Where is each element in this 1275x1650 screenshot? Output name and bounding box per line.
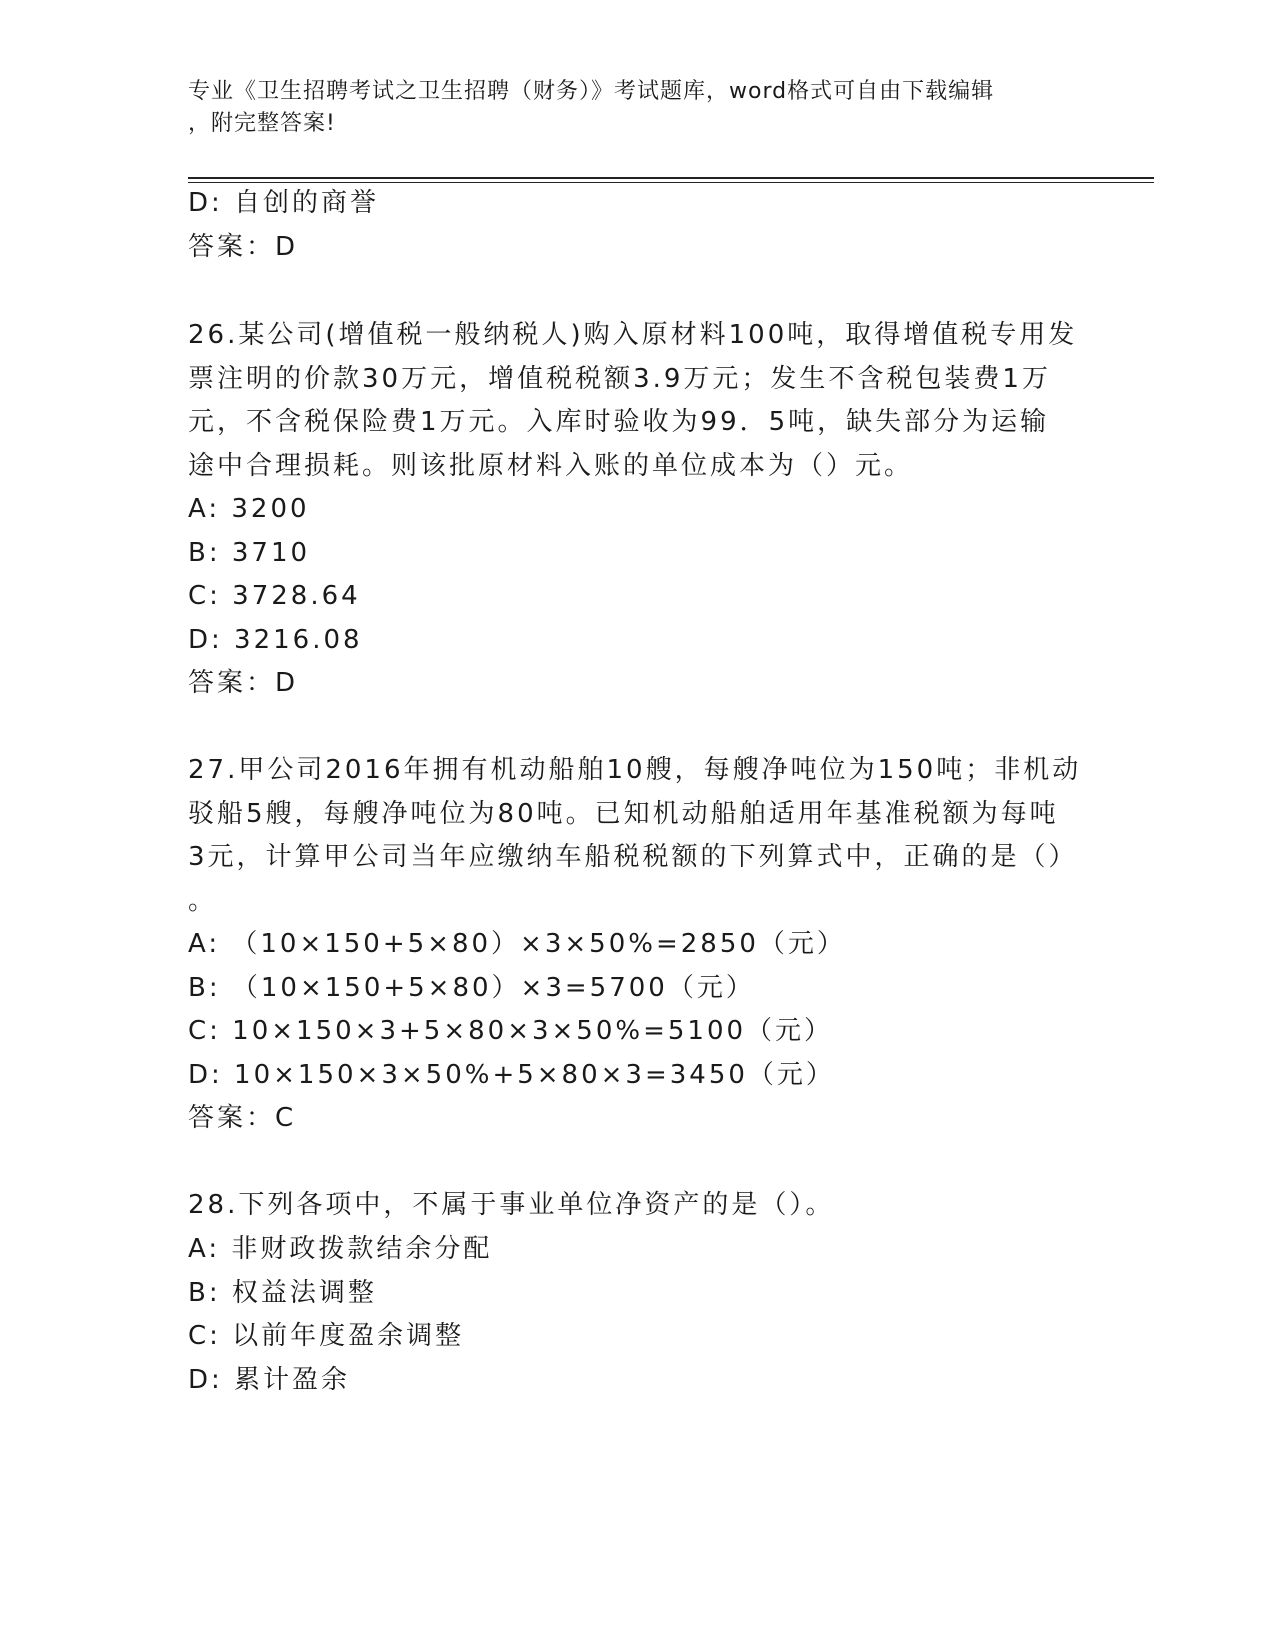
q27-option-d: D: 10×150×3×50%+5×80×3=3450（元） [188, 1060, 835, 1090]
q27-stem-line-4: 。 [188, 886, 218, 916]
q28-option-c: C: 以前年度盈余调整 [188, 1321, 465, 1351]
q26-answer: 答案：D [188, 668, 299, 698]
q28-option-b: B: 权益法调整 [188, 1278, 377, 1308]
q27-option-c: C: 10×150×3+5×80×3×50%=5100（元） [188, 1016, 834, 1046]
q26-stem-line-1: 26.某公司(增值税一般纳税人)购入原材料100吨，取得增值税专用发 [188, 320, 1078, 350]
q27-stem-line-1: 27.甲公司2016年拥有机动船舶10艘，每艘净吨位为150吨；非机动 [188, 755, 1082, 785]
q28-option-a: A: 非财政拨款结余分配 [188, 1234, 493, 1264]
header-line-1: 专业《卫生招聘考试之卫生招聘（财务）》考试题库，word格式可自由下载编辑 [188, 79, 995, 104]
q26-option-c: C: 3728.64 [188, 581, 361, 611]
q26-stem-line-2: 票注明的价款30万元，增值税税额3.9万元；发生不含税包装费1万 [188, 364, 1051, 394]
header-divider-thin [188, 182, 1154, 183]
q27-answer: 答案：C [188, 1103, 297, 1133]
q27-option-a: A: （10×150+5×80）×3×50%=2850（元） [188, 929, 846, 959]
q28-option-d: D: 累计盈余 [188, 1365, 351, 1395]
prev-option-d: D: 自创的商誉 [188, 188, 380, 218]
q27-option-b: B: （10×150+5×80）×3=5700（元） [188, 973, 755, 1003]
q26-option-d: D: 3216.08 [188, 625, 363, 655]
q26-stem-line-3: 元，不含税保险费1万元。入库时验收为99．5吨，缺失部分为运输 [188, 407, 1050, 437]
header-line-2: ，附完整答案! [188, 111, 336, 136]
q28-stem-line-1: 28.下列各项中，不属于事业单位净资产的是（）。 [188, 1190, 835, 1220]
q26-option-b: B: 3710 [188, 538, 311, 568]
q26-option-a: A: 3200 [188, 494, 310, 524]
q26-stem-line-4: 途中合理损耗。则该批原材料入账的单位成本为（）元。 [188, 451, 914, 481]
document-header [188, 76, 1088, 140]
q27-stem-line-3: 3元，计算甲公司当年应缴纳车船税税额的下列算式中，正确的是（） [188, 842, 1078, 872]
prev-answer: 答案：D [188, 232, 299, 262]
q27-stem-line-2: 驳船5艘，每艘净吨位为80吨。已知机动船舶适用年基准税额为每吨 [188, 799, 1059, 829]
header-divider-thick [188, 177, 1154, 179]
